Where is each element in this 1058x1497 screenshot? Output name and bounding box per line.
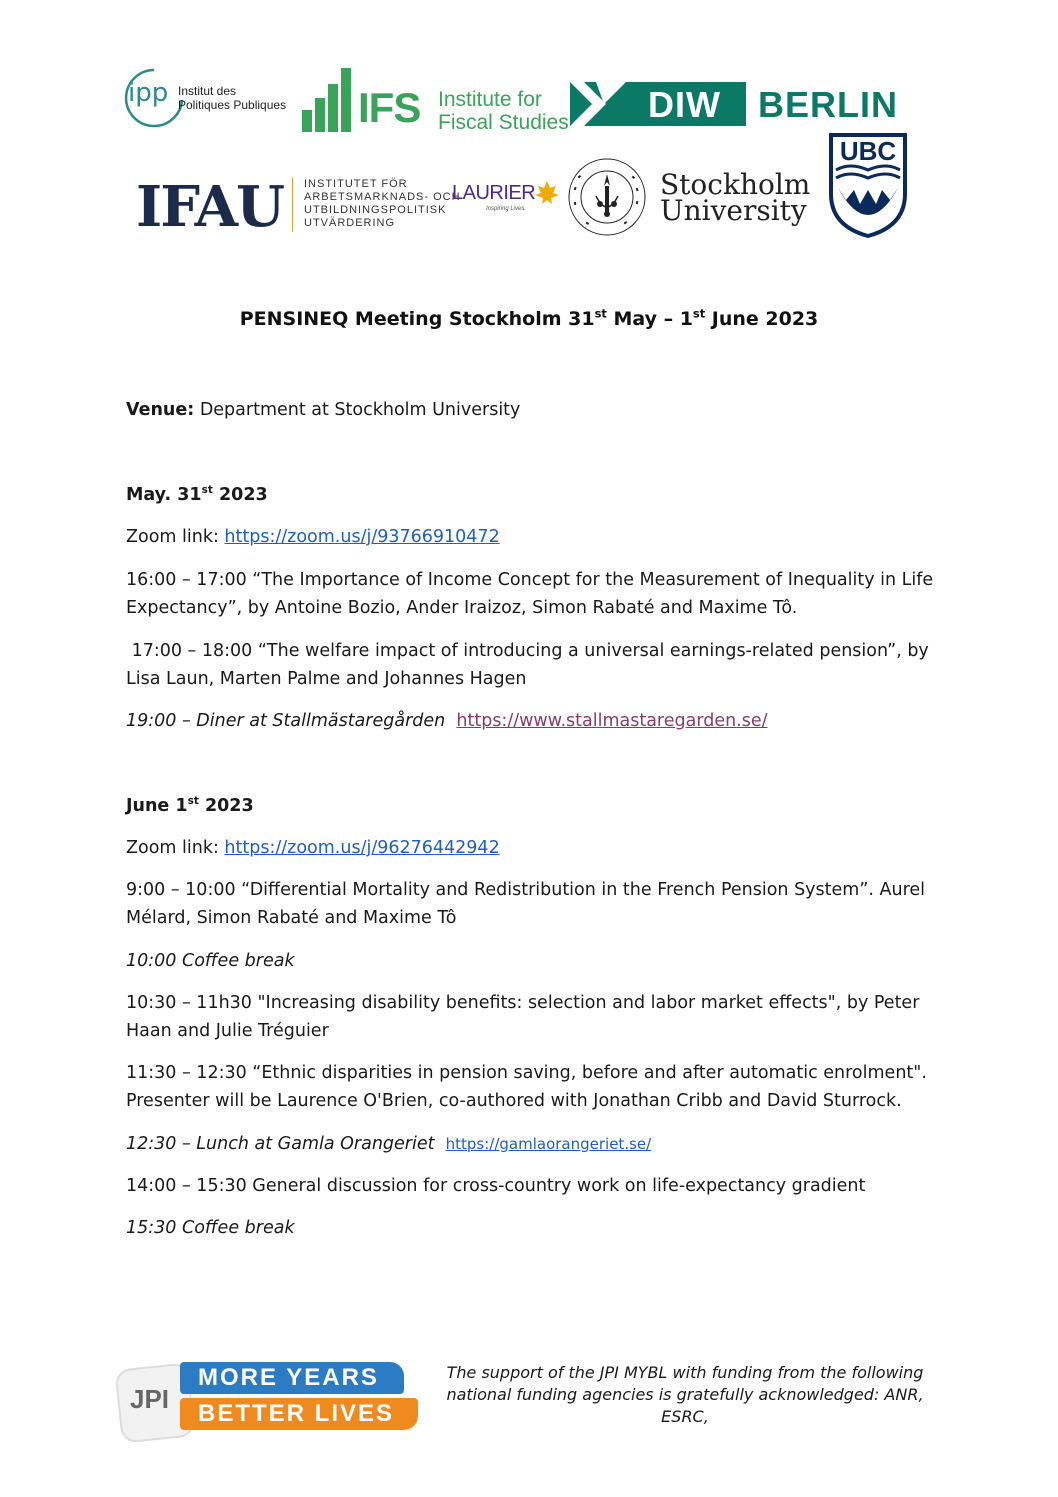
laurier-tagline: Inspiring Lives.	[486, 206, 527, 212]
venue-label: Venue:	[126, 400, 195, 420]
title-sup-1: st	[594, 306, 607, 321]
diw-logo	[570, 82, 900, 128]
funding-acknowledgement	[440, 1362, 930, 1428]
diw-box	[570, 82, 746, 126]
university-seal-icon	[566, 156, 648, 238]
day2-talk3	[126, 1059, 946, 1115]
laurier-logo	[452, 180, 562, 220]
dinner-link[interactable]: https://www.stallmastaregarden.se/	[456, 711, 768, 731]
day1-talk1-line1: 16:00 – 17:00 “The Importance of Income Concept for the Measurement of Inequality in Life	[126, 570, 934, 590]
day2-talk3-line2: Presenter will be Laurence O'Brien, co-authored with Jonathan Cribb and David Sturrock.	[126, 1091, 902, 1111]
diw-mark: DIW	[648, 84, 721, 125]
laurier-mark: LAURIER	[452, 182, 536, 204]
day1-talk2-line1: 17:00 – 18:00 “The welfare impact of introducing a universal earnings-related pension”, by	[126, 641, 929, 661]
day1-dinner	[126, 707, 946, 735]
ifau-line1: INSTITUTET FÖR	[304, 178, 408, 190]
ifs-mark: IFS	[358, 84, 421, 131]
day2-coffee2: 15:30 Coffee break	[126, 1218, 295, 1238]
footnote-line2: national funding agencies is gratefully acknowledged: ANR,	[446, 1385, 924, 1404]
day1-talk2	[126, 637, 946, 693]
day2-coffee1: 10:00 Coffee break	[126, 951, 295, 971]
ubc-mark: UBC	[839, 136, 897, 166]
ifau-divider	[292, 178, 293, 232]
footnote-line3: ESRC,	[661, 1407, 709, 1426]
page-title	[0, 308, 1058, 330]
jpi-logo	[118, 1360, 422, 1440]
day2-talk1	[126, 876, 946, 932]
ipp-line2: Politiques Publiques	[178, 98, 287, 112]
day1-heading	[126, 481, 946, 509]
maple-leaf-icon	[534, 180, 560, 206]
venue-text: Department at Stockholm University	[194, 400, 521, 420]
day2-heading-sup: st	[187, 795, 199, 808]
ifau-line2: ARBETSMARKNADS- OCH	[304, 191, 461, 203]
day1-talk1-line2: Expectancy”, by Antoine Bozio, Ander Iraizoz, Simon Rabaté and Maxime Tô.	[126, 598, 798, 618]
day1-zoom-label: Zoom link:	[126, 527, 225, 547]
ifau-mark: IFAU	[136, 174, 283, 240]
diw-word: BERLIN	[758, 84, 898, 125]
day1-talk2-line2: Lisa Laun, Marten Palme and Johannes Hagen	[126, 669, 527, 689]
day2-lunch	[126, 1130, 946, 1158]
day1-dinner-text: 19:00 – Diner at Stallmästaregården	[126, 711, 457, 731]
day1-zoom-link[interactable]: https://zoom.us/j/93766910472	[224, 527, 500, 547]
ifs-line2: Fiscal Studies	[438, 111, 569, 134]
title-part-3: June 2023	[705, 308, 819, 330]
day1-heading-sup: st	[201, 484, 213, 497]
ipp-logo	[124, 66, 294, 130]
jpi-line1: MORE YEARS	[198, 1364, 379, 1391]
day2-heading-year: 2023	[198, 796, 254, 816]
day2-talk1-line2: Mélard, Simon Rabaté and Maxime Tô	[126, 908, 457, 928]
jpi-mark: JPI	[130, 1384, 170, 1414]
su-seal	[566, 156, 648, 238]
lunch-link[interactable]: https://gamlaorangeriet.se/	[445, 1135, 652, 1153]
day2-talk3-line1: 11:30 – 12:30 “Ethnic disparities in pension saving, before and after automatic enrolment".	[126, 1063, 927, 1083]
ifs-logo	[302, 66, 569, 134]
day1-heading-text: May. 31	[126, 485, 202, 505]
venue-line	[126, 396, 946, 424]
day2-lunch-text: 12:30 – Lunch at Gamla Orangeriet	[126, 1134, 446, 1154]
ipp-line1: Institut des	[178, 84, 237, 98]
su-line1: Stockholm	[660, 168, 811, 201]
ifau-logo	[136, 174, 461, 240]
day2-heading	[126, 792, 946, 820]
stockholm-university-logo	[660, 168, 820, 228]
ifs-line1: Institute for	[438, 88, 542, 111]
diw-chevron-icon	[570, 82, 640, 126]
day2-zoom-link[interactable]: https://zoom.us/j/96276442942	[224, 838, 500, 858]
title-sup-2: st	[692, 306, 706, 321]
ifau-line3: UTBILDNINGSPOLITISK	[304, 204, 447, 216]
ifau-line4: UTVÄRDERING	[304, 217, 396, 229]
ipp-mark: ipp	[128, 78, 169, 108]
day1-heading-year: 2023	[212, 485, 268, 505]
day1-zoom-line	[126, 523, 946, 551]
day2-talk2-line2: Haan and Julie Tréguier	[126, 1021, 329, 1041]
day2-zoom-label: Zoom link:	[126, 838, 225, 858]
ubc-logo	[828, 132, 908, 238]
day1-talk1	[126, 566, 946, 622]
day2-heading-text: June 1	[126, 796, 188, 816]
day2-talk2	[126, 989, 946, 1045]
title-part-2: May – 1	[606, 308, 693, 330]
day2-zoom-line	[126, 834, 946, 862]
su-line2: University	[660, 194, 807, 227]
day2-talk2-line1: 10:30 – 11h30 "Increasing disability benefits: selection and labor market effects", by Peter	[126, 993, 920, 1013]
footnote-line1: The support of the JPI MYBL with funding from the following	[446, 1363, 924, 1382]
title-part-1: PENSINEQ Meeting Stockholm 31	[239, 308, 595, 330]
jpi-line2: BETTER LIVES	[198, 1400, 395, 1427]
day2-talk1-line1: 9:00 – 10:00 “Differential Mortality and Redistribution in the French Pension System”. Aurel	[126, 880, 926, 900]
day2-discussion: 14:00 – 15:30 General discussion for cross-country work on life-expectancy gradient	[126, 1176, 866, 1196]
